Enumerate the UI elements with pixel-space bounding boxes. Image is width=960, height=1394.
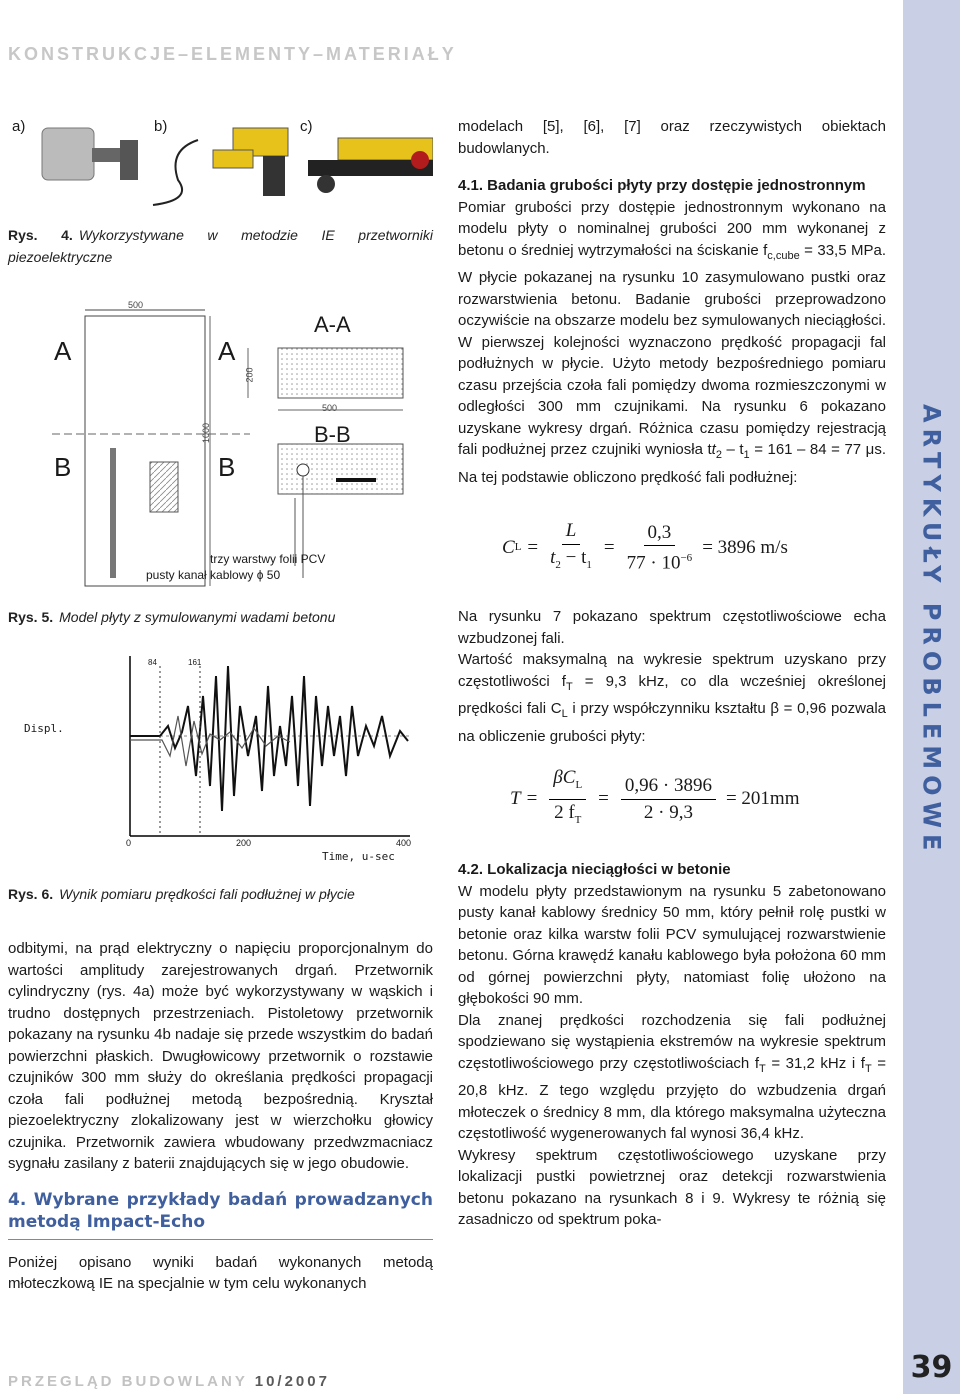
paragraph-discontinuity: W modelu płyty przedstawionym na rysunku 5 zabetonowano pusty kanał kablowy średnicy 50 mm, który pełnił rolę pustki w betonie oraz kilka warstw folii PCV symulującej rozwarstwienie betonu. Górna krawędź kanału kablowego była położona 60 mm od górnej powierzchni płyty, natomiast folię ułożono na głębokości 90 mm. <box>458 882 886 1007</box>
formula-thickness: T = $\frac{\beta C_L}{2 f_T}$ = $\frac{0,96 \cdot 3896}{2 \cdot 9,3}$ = 201mm <box>510 767 800 826</box>
formula-velocity: C L = $\frac{L}{t_2 - t_1}$ = $\frac{0,3}{77 \cdot 10^{-6}}$ = 3896 m/s <box>502 520 788 574</box>
pvc-layers-annotation: trzy warstwy folii PCV <box>210 552 326 566</box>
dim-500: 500 <box>128 300 144 310</box>
paragraph-max-value: Wartość maksymalną na wykresie spektrum uzyskano przy częstotliwości $f_T = 9,3$ kHz, co dla wcześniej określonej prędkości fali $C_L$ i przy współczynniku kształtu β = 0,96 pozwala na obliczenie grubości płyty: <box>458 651 887 745</box>
panel-b-label: b) <box>154 118 168 135</box>
transducer-photos <box>8 110 433 215</box>
paragraph-transducers: odbitymi, na prąd elektryczny o napięciu proporcjonalnym do wartości amplitudy zarejestrowanych drgań. Przetwornik cylindryczny (rys. 4a) może być wykorzystywany w wąskich i trudno dostępnych przestrzeniach. Pistoletowy przetwornik pokazany na rysunku 4b nadaje się przede wszystkim do badań powierzchni płaskich. Dwugłowicowy przetwornik o rozstawie czujników 300 mm służy do określania prędkości propagacji czoła fali podłużnej metodą bezpośrednią. Kryształ piezoelektryczny zlokalizowany jest w wierzchołku głowicy czujnika. Przetwornik zawiera wbudowany przedwzmacniacz sygnału zasilany z baterii znajdujących się w jego obudowie. <box>8 940 433 1172</box>
dim-200: 200 <box>244 367 255 383</box>
label-b-right: B <box>218 452 236 482</box>
marker-161: 161 <box>188 658 202 667</box>
label-a-left: A <box>54 336 72 366</box>
panel-c-label: c) <box>300 118 313 135</box>
paragraph-extrema: Dla znanej prędkości rozchodzenia się fali podłużnej spodziewano się wystąpienia ekstremów na wykresie spektrum częstotliwościowego przy częstotliwościach $f_T = 31,2$ kHz i $f_T = 20,8$ kHz. Z tego względu przyjęto do wzbudzenia drgań młoteczek o średnicy 8 mm, dla którego maksymalna użyteczna częstotliwość wygenerowanych fal wynosi 36,4 kHz. <box>458 1011 887 1142</box>
dim-500-section: 500 <box>322 403 338 413</box>
section-4-heading: 4. Wybrane przykłady badań prowadzanych metodą Impact-Echo <box>8 1189 433 1232</box>
tick-400: 400 <box>396 838 412 848</box>
section-aa-label: A-A <box>314 312 351 337</box>
section-bb-label: B-B <box>314 422 351 447</box>
paragraph-models: modelach [5], [6], [7] oraz rzeczywistych obiektach budowlanych. <box>458 118 886 157</box>
dim-1000: 1000 <box>201 422 212 444</box>
x-axis-label: Time, u-sec <box>322 850 395 863</box>
paragraph-thickness: Pomiar grubości przy dostępie jednostronnym wykonano na modelu płyty o nominalnej grubości 200 mm wykonanej z betonu o średniej wytrzymałości na ściskanie $f_{c,cube} = 33,5$ MPa. W płycie pokazanej na rysunku 10 zasymulowano pustki oraz rozwarstwienia betonu. Badanie grubości przeprowadzono oczywiście na obszarze modelu bez symulowanych nieciągłości. W pierwszej kolejności wyznaczono prędkość propagacji fal podłużnych w płycie. Użyto metody bezpośredniego pomiaru czasu przejścia czoła fali pomiędzy dwoma rozmieszczonymi w odległości 300 mm czujnikami. Na rysunku 6 pokazano uzyskane wykresy drgań. Różnica czasu pomiędzy rejestracją fali podłużnej przez czujniki wyniosła $tt_2 - t_1 = 161 - 84 = 77$ μs. Na tej podstawie obliczono prędkość fali podłużnej: <box>458 198 887 486</box>
cable-duct-annotation: pusty kanał kablowy ϕ 50 <box>146 568 281 582</box>
label-b-left: B <box>54 452 72 482</box>
section-label-container <box>903 180 960 1080</box>
label-a-right: A <box>218 336 236 366</box>
figure-4-caption: Rys. 4. Wykorzystywane w metodzie IE przetworniki piezoelektryczne <box>8 227 433 265</box>
figure-5-caption: Rys. 5. Model płyty z symulowanymi wadami betonu <box>8 609 336 625</box>
paragraph-spectrum-plots: Wykresy spektrum częstotliwościowego uzyskane przy lokalizacji pustki powietrznej oraz detekcji rozwarstwienia betonu pokazano na rysunkach 8 i 9. Wykresy te różnią się zasadniczo od spektrum poka- <box>458 1146 886 1228</box>
tick-0: 0 <box>126 838 132 848</box>
paragraph-section-4: Poniżej opisano wyniki badań wykonanych metodą młoteczkową IE na specjalnie w tym celu wykonanych <box>8 1253 433 1292</box>
left-column <box>8 938 433 1295</box>
figure-4 <box>8 110 433 215</box>
heading-rule <box>8 1239 433 1240</box>
footer <box>8 1373 330 1390</box>
waveform-plot <box>10 636 420 866</box>
panel-a-label: a) <box>12 118 26 135</box>
section-label: ARTYKUŁY PROBLEMOWE <box>917 403 946 857</box>
page-number: 39 <box>910 1350 953 1385</box>
journal-name: PRZEGLĄD BUDOWLANY <box>8 1373 248 1390</box>
figure-6-caption: Rys. 6. Wynik pomiaru prędkości fali podłużnej w płycie <box>8 886 355 902</box>
right-column <box>458 116 886 1231</box>
section-4-2-heading: 4.2. Lokalizacja nieciągłości w betonie <box>458 861 731 878</box>
section-4-1-heading: 4.1. Badania grubości płyty przy dostępie jednostronnym <box>458 177 866 194</box>
figure-6-waveform <box>10 636 420 866</box>
y-axis-label: Displ. <box>24 722 64 735</box>
running-header: KONSTRUKCJE–ELEMENTY–MATERIAŁY <box>8 44 457 64</box>
marker-84: 84 <box>148 658 157 667</box>
paragraph-spectrum: Na rysunku 7 pokazano spektrum częstotliwościowe echa wzbudzonej fali. <box>458 608 886 647</box>
issue-number: 10/2007 <box>254 1373 330 1390</box>
tick-200: 200 <box>236 838 252 848</box>
